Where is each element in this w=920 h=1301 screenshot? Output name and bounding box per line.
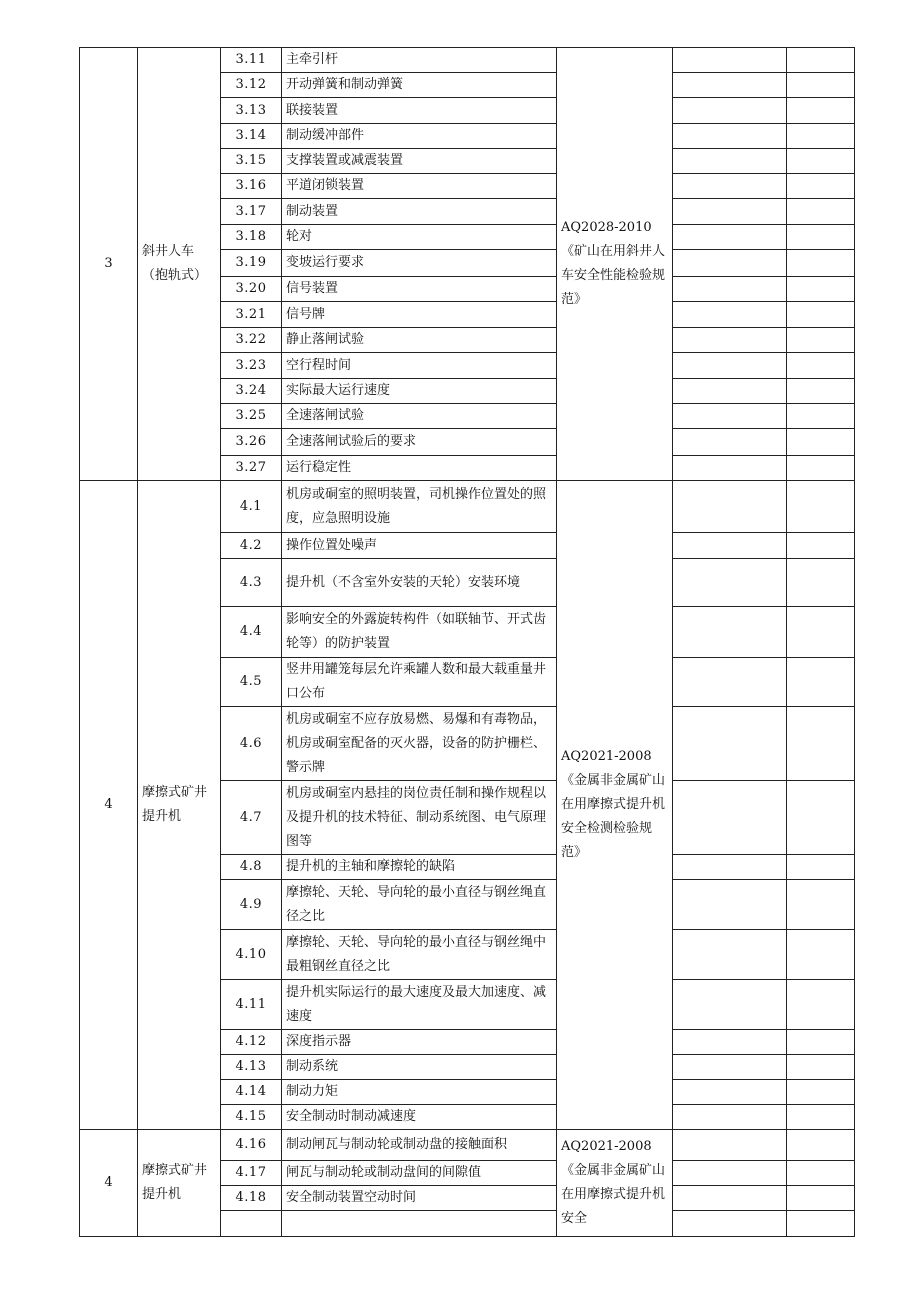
remark-cell[interactable] <box>787 481 855 533</box>
remark-cell[interactable] <box>787 1105 855 1130</box>
remark-cell[interactable] <box>787 533 855 559</box>
item-description: 实际最大运行速度 <box>282 379 557 404</box>
result-cell[interactable] <box>673 225 787 250</box>
result-cell[interactable] <box>673 379 787 404</box>
remark-cell[interactable] <box>787 658 855 707</box>
remark-cell[interactable] <box>787 1211 855 1237</box>
item-code: 4.16 <box>221 1130 282 1161</box>
item-code: 3.22 <box>221 328 282 353</box>
result-cell[interactable] <box>673 199 787 225</box>
result-cell[interactable] <box>673 930 787 980</box>
item-description <box>282 1211 557 1237</box>
remark-cell[interactable] <box>787 456 855 481</box>
standard-reference: AQ2021-2008《金属非金属矿山在用摩擦式提升机安全检测检验规范》 <box>557 481 673 1130</box>
equipment-category: 摩擦式矿井提升机 <box>138 481 221 1130</box>
item-description: 轮对 <box>282 225 557 250</box>
remark-cell[interactable] <box>787 379 855 404</box>
remark-cell[interactable] <box>787 1130 855 1161</box>
item-code: 4.5 <box>221 658 282 707</box>
item-code: 4.4 <box>221 607 282 658</box>
item-description: 安全制动装置空动时间 <box>282 1186 557 1211</box>
item-description: 摩擦轮、天轮、导向轮的最小直径与钢丝绳直径之比 <box>282 880 557 930</box>
item-description: 闸瓦与制动轮或制动盘间的间隙值 <box>282 1161 557 1186</box>
remark-cell[interactable] <box>787 1030 855 1055</box>
result-cell[interactable] <box>673 1186 787 1211</box>
item-description: 全速落闸试验 <box>282 404 557 429</box>
remark-cell[interactable] <box>787 1186 855 1211</box>
remark-cell[interactable] <box>787 429 855 456</box>
item-code: 3.11 <box>221 48 282 73</box>
remark-cell[interactable] <box>787 559 855 607</box>
remark-cell[interactable] <box>787 781 855 855</box>
remark-cell[interactable] <box>787 1055 855 1080</box>
result-cell[interactable] <box>673 1080 787 1105</box>
result-cell[interactable] <box>673 781 787 855</box>
inspection-table <box>79 47 855 1237</box>
result-cell[interactable] <box>673 124 787 149</box>
item-description: 操作位置处噪声 <box>282 533 557 559</box>
remark-cell[interactable] <box>787 124 855 149</box>
item-code: 3.14 <box>221 124 282 149</box>
result-cell[interactable] <box>673 980 787 1030</box>
item-description: 机房或硐室内悬挂的岗位责任制和操作规程以及提升机的技术特征、制动系统图、电气原理图等 <box>282 781 557 855</box>
item-code: 3.15 <box>221 149 282 174</box>
item-description: 安全制动时制动减速度 <box>282 1105 557 1130</box>
table-row <box>80 48 855 73</box>
remark-cell[interactable] <box>787 980 855 1030</box>
item-description: 深度指示器 <box>282 1030 557 1055</box>
item-code: 3.16 <box>221 174 282 199</box>
item-description: 联接装置 <box>282 98 557 124</box>
item-description: 空行程时间 <box>282 353 557 379</box>
item-code: 4.6 <box>221 707 282 781</box>
remark-cell[interactable] <box>787 855 855 880</box>
result-cell[interactable] <box>673 404 787 429</box>
remark-cell[interactable] <box>787 353 855 379</box>
item-description: 制动缓冲部件 <box>282 124 557 149</box>
result-cell[interactable] <box>673 658 787 707</box>
result-cell[interactable] <box>673 559 787 607</box>
item-description: 变坡运行要求 <box>282 250 557 277</box>
item-description: 开动弹簧和制动弹簧 <box>282 73 557 98</box>
item-description: 主牵引杆 <box>282 48 557 73</box>
item-code: 3.24 <box>221 379 282 404</box>
table-row <box>80 1130 855 1161</box>
result-cell[interactable] <box>673 48 787 73</box>
item-description: 机房或硐室不应存放易燃、易爆和有毒物品，机房或硐室配备的灭火器，设备的防护栅栏、警示牌 <box>282 707 557 781</box>
remark-cell[interactable] <box>787 149 855 174</box>
remark-cell[interactable] <box>787 199 855 225</box>
item-code: 4.3 <box>221 559 282 607</box>
remark-cell[interactable] <box>787 277 855 302</box>
item-code: 3.19 <box>221 250 282 277</box>
item-description: 机房或硐室的照明装置，司机操作位置处的照度，应急照明设施 <box>282 481 557 533</box>
section-number: 3 <box>80 48 138 481</box>
result-cell[interactable] <box>673 98 787 124</box>
remark-cell[interactable] <box>787 607 855 658</box>
item-description: 全速落闸试验后的要求 <box>282 429 557 456</box>
item-code: 3.23 <box>221 353 282 379</box>
result-cell[interactable] <box>673 1055 787 1080</box>
item-description: 摩擦轮、天轮、导向轮的最小直径与钢丝绳中最粗钢丝直径之比 <box>282 930 557 980</box>
item-code: 3.27 <box>221 456 282 481</box>
standard-reference: AQ2028-2010《矿山在用斜井人车安全性能检验规范》 <box>557 48 673 481</box>
remark-cell[interactable] <box>787 48 855 73</box>
result-cell[interactable] <box>673 1130 787 1161</box>
result-cell[interactable] <box>673 353 787 379</box>
result-cell[interactable] <box>673 481 787 533</box>
remark-cell[interactable] <box>787 1161 855 1186</box>
item-code: 4.8 <box>221 855 282 880</box>
item-description: 提升机的主轴和摩擦轮的缺陷 <box>282 855 557 880</box>
result-cell[interactable] <box>673 73 787 98</box>
section-number: 4 <box>80 1130 138 1237</box>
item-description: 提升机实际运行的最大速度及最大加速度、减速度 <box>282 980 557 1030</box>
item-description: 静止落闸试验 <box>282 328 557 353</box>
item-code: 4.14 <box>221 1080 282 1105</box>
item-code: 3.13 <box>221 98 282 124</box>
result-cell[interactable] <box>673 533 787 559</box>
item-code <box>221 1211 282 1237</box>
remark-cell[interactable] <box>787 250 855 277</box>
item-code: 4.11 <box>221 980 282 1030</box>
result-cell[interactable] <box>673 1030 787 1055</box>
item-code: 4.15 <box>221 1105 282 1130</box>
item-description: 平道闭锁装置 <box>282 174 557 199</box>
remark-cell[interactable] <box>787 930 855 980</box>
item-description: 竖井用罐笼每层允许乘罐人数和最大载重量井口公布 <box>282 658 557 707</box>
result-cell[interactable] <box>673 855 787 880</box>
result-cell[interactable] <box>673 328 787 353</box>
result-cell[interactable] <box>673 880 787 930</box>
remark-cell[interactable] <box>787 225 855 250</box>
item-code: 3.25 <box>221 404 282 429</box>
item-description: 影响安全的外露旋转构件（如联轴节、开式齿轮等）的防护装置 <box>282 607 557 658</box>
result-cell[interactable] <box>673 456 787 481</box>
item-code: 4.12 <box>221 1030 282 1055</box>
item-description: 支撑装置或减震装置 <box>282 149 557 174</box>
remark-cell[interactable] <box>787 302 855 328</box>
result-cell[interactable] <box>673 250 787 277</box>
remark-cell[interactable] <box>787 707 855 781</box>
item-code: 3.26 <box>221 429 282 456</box>
item-description: 制动系统 <box>282 1055 557 1080</box>
table-row <box>80 481 855 533</box>
item-code: 3.18 <box>221 225 282 250</box>
item-description: 信号装置 <box>282 277 557 302</box>
remark-cell[interactable] <box>787 404 855 429</box>
item-code: 4.17 <box>221 1161 282 1186</box>
remark-cell[interactable] <box>787 73 855 98</box>
result-cell[interactable] <box>673 149 787 174</box>
remark-cell[interactable] <box>787 328 855 353</box>
remark-cell[interactable] <box>787 98 855 124</box>
result-cell[interactable] <box>673 707 787 781</box>
remark-cell[interactable] <box>787 880 855 930</box>
item-code: 4.18 <box>221 1186 282 1211</box>
item-code: 3.21 <box>221 302 282 328</box>
result-cell[interactable] <box>673 429 787 456</box>
item-description: 制动闸瓦与制动轮或制动盘的接触面积 <box>282 1130 557 1161</box>
item-description: 制动力矩 <box>282 1080 557 1105</box>
item-description: 运行稳定性 <box>282 456 557 481</box>
remark-cell[interactable] <box>787 174 855 199</box>
item-description: 制动装置 <box>282 199 557 225</box>
result-cell[interactable] <box>673 1161 787 1186</box>
item-description: 提升机（不含室外安装的天轮）安装环境 <box>282 559 557 607</box>
item-code: 3.20 <box>221 277 282 302</box>
item-code: 4.2 <box>221 533 282 559</box>
item-code: 4.10 <box>221 930 282 980</box>
item-code: 3.12 <box>221 73 282 98</box>
result-cell[interactable] <box>673 1211 787 1237</box>
equipment-category: 摩擦式矿井提升机 <box>138 1130 221 1237</box>
item-description: 信号牌 <box>282 302 557 328</box>
item-code: 4.13 <box>221 1055 282 1080</box>
item-code: 3.17 <box>221 199 282 225</box>
remark-cell[interactable] <box>787 1080 855 1105</box>
result-cell[interactable] <box>673 174 787 199</box>
standard-reference: AQ2021-2008《金属非金属矿山在用摩擦式提升机安全 <box>557 1130 673 1237</box>
section-number: 4 <box>80 481 138 1130</box>
result-cell[interactable] <box>673 302 787 328</box>
item-code: 4.7 <box>221 781 282 855</box>
equipment-category: 斜井人车（抱轨式） <box>138 48 221 481</box>
result-cell[interactable] <box>673 1105 787 1130</box>
item-code: 4.9 <box>221 880 282 930</box>
result-cell[interactable] <box>673 607 787 658</box>
item-code: 4.1 <box>221 481 282 533</box>
result-cell[interactable] <box>673 277 787 302</box>
